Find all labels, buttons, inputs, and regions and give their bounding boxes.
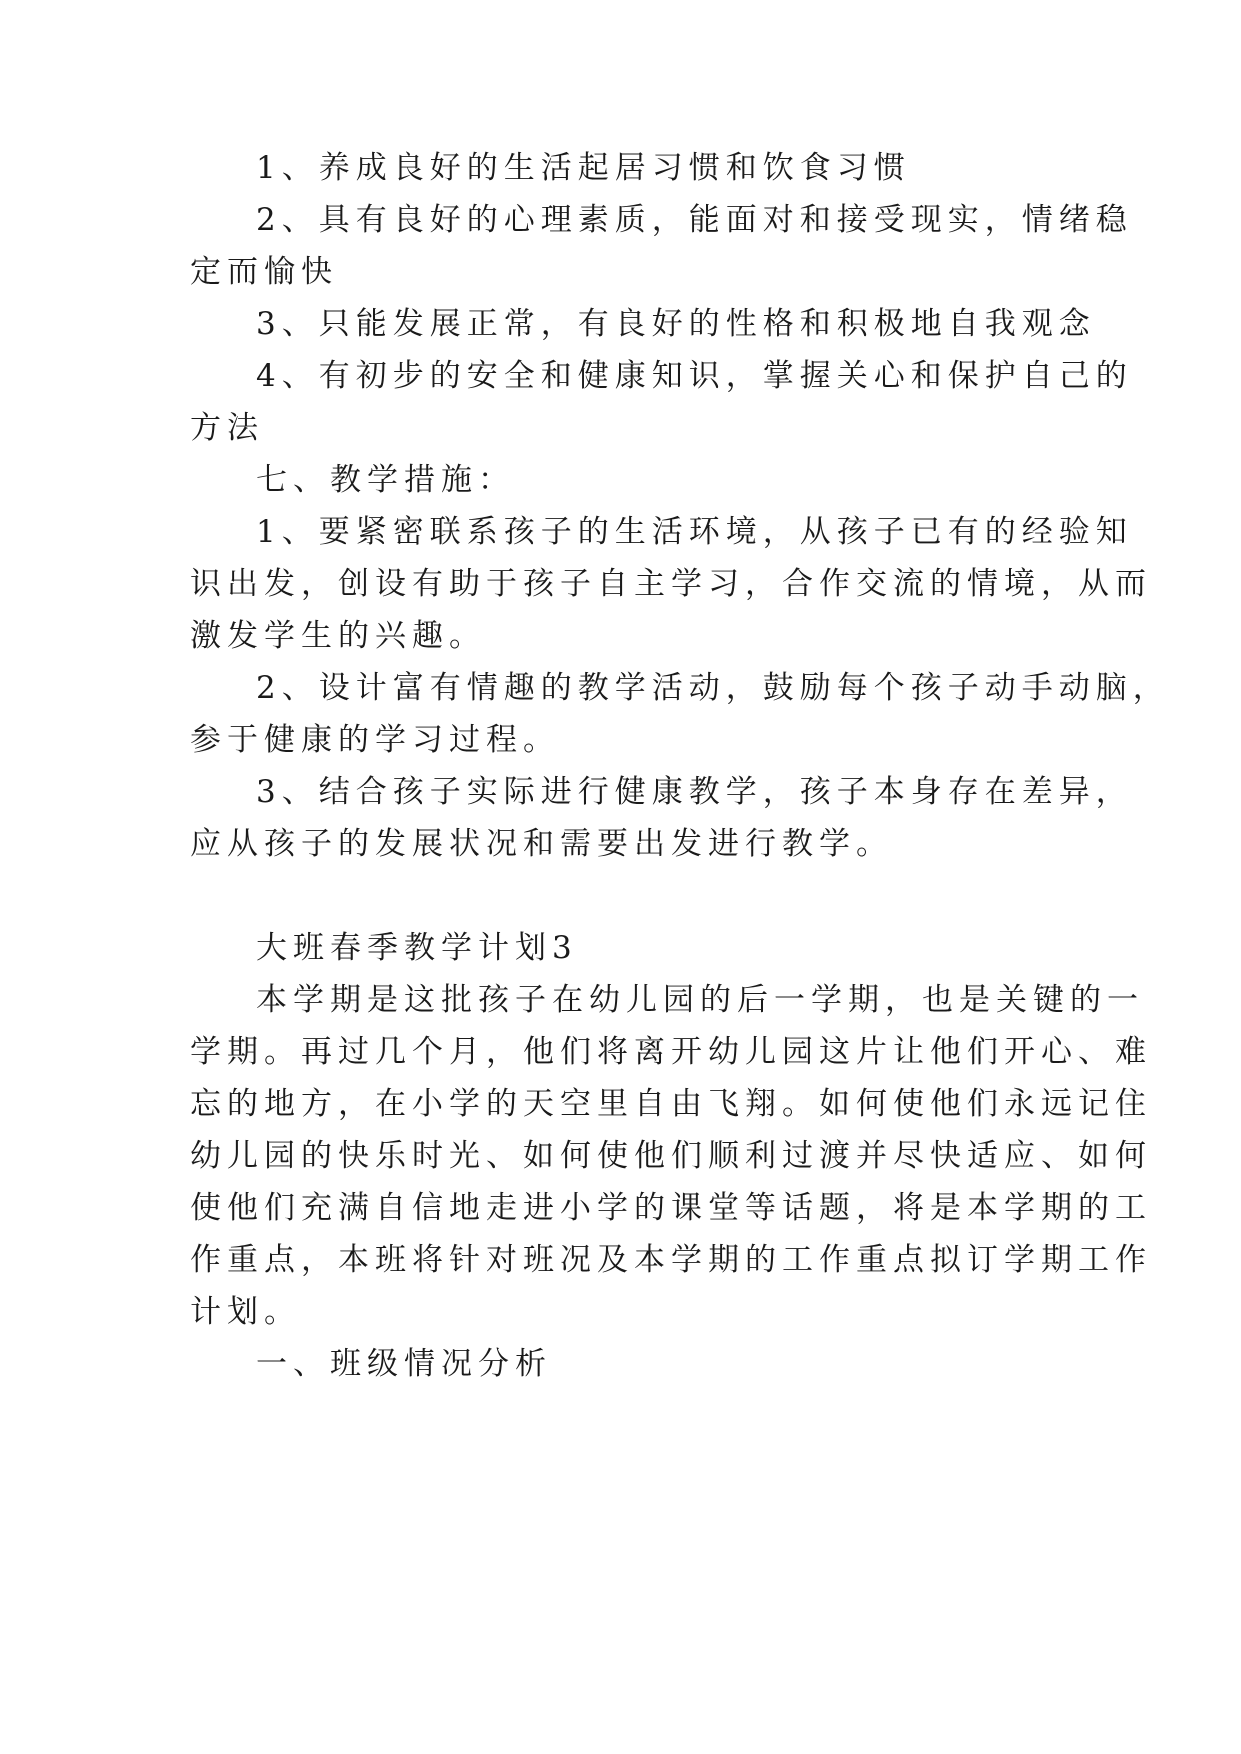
paragraph-line: 方法 [190, 410, 264, 446]
paragraph-line: 参于健康的学习过程。 [190, 722, 560, 758]
paragraph-line: 3、结合孩子实际进行健康教学，孩子本身存在差异， [256, 774, 1133, 810]
paragraph-line: 忘的地方，在小学的天空里自由飞翔。如何使他们永远记住 [190, 1086, 1152, 1122]
paragraph-line: 激发学生的兴趣。 [190, 618, 486, 654]
paragraph-line: 计划。 [190, 1294, 301, 1330]
paragraph-line: 作重点，本班将针对班况及本学期的工作重点拟订学期工作 [190, 1242, 1152, 1278]
section-heading: 七、教学措施： [256, 462, 515, 498]
paragraph-line: 使他们充满自信地走进小学的课堂等话题，将是本学期的工 [190, 1190, 1152, 1226]
paragraph-line: 本学期是这批孩子在幼儿园的后一学期，也是关键的一 [256, 982, 1144, 1018]
paragraph-line: 识出发，创设有助于孩子自主学习，合作交流的情境，从而 [190, 566, 1152, 602]
paragraph-line: 2、具有良好的心理素质，能面对和接受现实，情绪稳 [256, 202, 1133, 238]
paragraph-line: 幼儿园的快乐时光、如何使他们顺利过渡并尽快适应、如何 [190, 1138, 1152, 1174]
paragraph-line: 1、要紧密联系孩子的生活环境，从孩子已有的经验知 [256, 514, 1133, 550]
paragraph-line: 2、设计富有情趣的教学活动，鼓励每个孩子动手动脑， [256, 670, 1170, 706]
section-heading: 一、班级情况分析 [256, 1346, 552, 1382]
paragraph-line: 4、有初步的安全和健康知识，掌握关心和保护自己的 [256, 358, 1133, 394]
paragraph-line: 学期。再过几个月，他们将离开幼儿园这片让他们开心、难 [190, 1034, 1152, 1070]
document-title: 大班春季教学计划3 [256, 930, 578, 966]
paragraph-line: 3、只能发展正常，有良好的性格和积极地自我观念 [256, 306, 1096, 342]
document-page [190, 0, 1170, 1754]
paragraph-line: 1、养成良好的生活起居习惯和饮食习惯 [256, 150, 911, 186]
paragraph-line: 定而愉快 [190, 254, 338, 290]
paragraph-line: 应从孩子的发展状况和需要出发进行教学。 [190, 826, 893, 862]
